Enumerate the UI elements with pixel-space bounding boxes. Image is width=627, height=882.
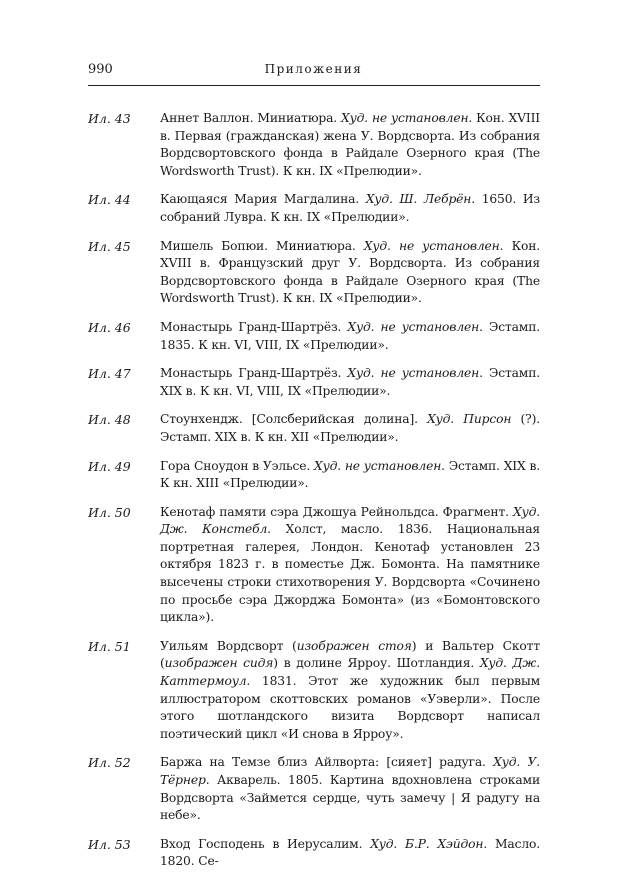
description-text: Гора Сноудон в Уэльсе. xyxy=(160,458,315,473)
illustration-entry xyxy=(88,319,540,354)
description-text: Уильям Вордсворт ( xyxy=(160,638,297,653)
description-text: ) в долине Ярроу. Шотландия. xyxy=(273,656,480,671)
description-text: Мишель Бопюи. Миниатюра. xyxy=(160,238,364,253)
illustration-label: Ил. 45 xyxy=(88,238,131,254)
description-text: . Холст, масло. 1836. Национальная портретная галерея, Лондон. Кенотаф установлен 23 октября 1823 г. в поместье Дж. Бомонта. На памятнике высечены строки стихотворения У. Вордсворта «Сочинено по просьбе сэра Джорджа Бомонта» (из «Бомонтовского цикла»). xyxy=(160,522,540,625)
page-number: 990 xyxy=(88,62,113,77)
emphasis-text: Худ. не установлен xyxy=(341,111,469,125)
illustration-label: Ил. 50 xyxy=(88,504,131,520)
illustration-entry xyxy=(88,836,540,871)
description-text: Вход Господень в Иерусалим. xyxy=(160,836,371,851)
illustration-label: Ил. 51 xyxy=(88,638,131,654)
illustration-label: Ил. 46 xyxy=(88,319,131,335)
illustration-label: Ил. 53 xyxy=(88,836,131,852)
description-text: Баржа на Темзе близ Айлворта: [сияет] радуга. xyxy=(160,755,494,770)
description-text: . Эстамп. 1835. К кн. VI, VIII, IX «Прелюдии». xyxy=(160,319,540,352)
illustration-description xyxy=(160,110,540,180)
emphasis-text: Худ. не установлен xyxy=(314,458,442,473)
emphasis-text: Худ. Пирсон xyxy=(427,412,512,427)
description-text: Кенотаф памяти сэра Джошуа Рейнольдса. Фрагмент. xyxy=(160,504,513,519)
illustration-entry xyxy=(88,458,540,493)
description-text: Кающаяся Мария Магдалина. xyxy=(160,192,366,207)
illustration-description xyxy=(160,411,540,446)
description-text: Стоунхендж. [Солсберийская долина]. xyxy=(160,412,428,427)
illustration-description xyxy=(160,638,540,744)
illustration-description xyxy=(160,319,540,354)
description-text: . Эстамп. XIX в. К кн. XIII «Прелюдии». xyxy=(160,458,540,491)
description-text: . Масло. 1820. Се- xyxy=(160,836,540,869)
description-text: Монастырь Гранд-Шартрёз. xyxy=(160,366,348,381)
illustration-label: Ил. 48 xyxy=(88,412,131,428)
illustration-description xyxy=(160,458,540,493)
illustration-entry xyxy=(88,365,540,400)
emphasis-text: Худ. У. Тёрнер xyxy=(160,755,540,787)
emphasis-text: Худ. не установлен xyxy=(347,319,480,334)
illustration-description xyxy=(160,365,540,400)
illustration-label: Ил. 52 xyxy=(88,755,131,771)
illustration-list xyxy=(88,110,540,882)
illustration-entry xyxy=(88,411,540,446)
header-rule xyxy=(88,85,540,86)
emphasis-text: Худ. Дж. Констебл xyxy=(160,504,540,537)
description-text: (?). Эстамп. XIX в. К кн. XII «Прелюдии». xyxy=(160,412,540,444)
description-text: . Кон. XVIII в. Французский друг У. Вордсворта. Из собрания Вордсвортовского фонда в Райдале Озерного края (The Wordsworth Trust). К кн. IX «Прелюдии». xyxy=(160,238,541,306)
description-text: Монастырь Гранд-Шартрёз. xyxy=(160,319,348,334)
emphasis-text: Худ. не установлен xyxy=(347,366,480,381)
emphasis-text: Худ. Дж. Каттермоул xyxy=(160,656,540,689)
illustration-entry xyxy=(88,110,540,180)
emphasis-text: Худ. не установлен xyxy=(363,238,500,253)
running-title: Приложения xyxy=(264,62,363,76)
description-text: ) и Вальтер Скотт ( xyxy=(160,638,540,671)
illustration-label: Ил. 43 xyxy=(88,111,131,126)
description-text: . Кон. XVIII в. Первая (гражданская) жена У. Вордсворта. Из собрания Вордсвортовского фонда в Райдале Озерного края (The Wordsworth Trust). К кн. IX «Прелюдии». xyxy=(160,111,540,178)
illustration-description xyxy=(160,754,540,824)
description-text: . 1831. Этот же художник был первым иллюстратором скоттовских романов «Уэверли». После этого шотландского визита Вордсворт написал поэтический цикл «И снова в Ярроу». xyxy=(160,674,540,741)
description-text: Аннет Валлон. Миниатюра. xyxy=(160,111,342,125)
illustration-entry xyxy=(88,754,540,824)
illustration-description xyxy=(160,191,540,226)
illustration-entry xyxy=(88,238,540,308)
illustration-description xyxy=(160,238,540,308)
emphasis-text: Худ. Б.Р. Хэйдон xyxy=(370,836,484,851)
illustration-label: Ил. 49 xyxy=(88,458,131,474)
emphasis-text: изображен сидя xyxy=(164,656,274,671)
illustration-entry xyxy=(88,191,540,226)
illustration-label: Ил. 44 xyxy=(88,192,131,208)
emphasis-text: Худ. Ш. Лебрён xyxy=(365,192,472,207)
description-text: . Акварель. 1805. Картина вдохновлена строками Вордсворта «Займется сердце, чуть замечу | Я радугу на небе». xyxy=(160,773,540,823)
illustration-description xyxy=(160,836,540,871)
illustration-label: Ил. 47 xyxy=(88,366,131,382)
illustration-entry xyxy=(88,504,540,627)
emphasis-text: изображен стоя xyxy=(296,638,412,653)
illustration-description xyxy=(160,504,540,627)
illustration-entry xyxy=(88,638,540,744)
description-text: . Эстамп. XIX в. К кн. VI, VIII, IX «Прелюдии». xyxy=(160,366,540,398)
description-text: . 1650. Из собраний Лувра. К кн. IX «Прелюдии». xyxy=(160,192,540,224)
